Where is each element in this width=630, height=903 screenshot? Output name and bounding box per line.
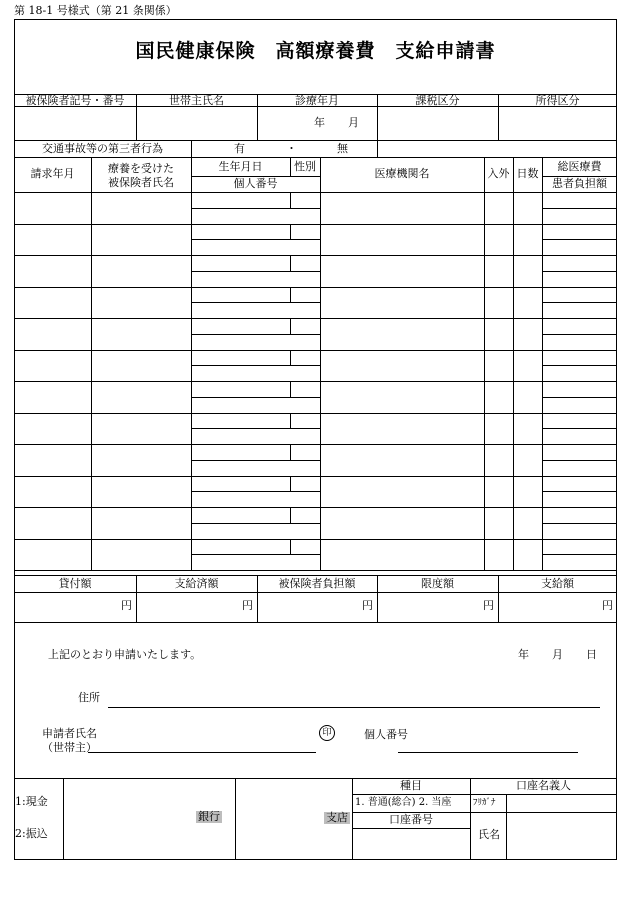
account-type-options[interactable]: 1. 普通(総合) 2. 当座 (355, 797, 452, 808)
personal-number-underline (398, 752, 578, 753)
third-party-divider (191, 140, 192, 157)
claim-row-mid-left (191, 271, 320, 272)
account-holder-label: 口座名義人 (516, 779, 571, 792)
payment-label: 支給額 (541, 577, 574, 590)
bank-divider-2 (235, 778, 236, 860)
claim-row-divider (14, 507, 617, 508)
claim-month-header: 請求年月 (30, 167, 75, 180)
holder-name-label: 氏名 (478, 828, 500, 841)
table-col-6 (542, 157, 543, 570)
claim-row-mid-left (191, 523, 320, 524)
claim-row-mid-right (542, 239, 617, 240)
claim-row-sex-divider (290, 224, 291, 240)
sex-header: 性別 (294, 160, 316, 173)
applicant-name-label: 申請者氏名 (42, 727, 97, 740)
table-col-3 (320, 157, 321, 570)
insured-burden-label: 被保険者負担額 (278, 577, 356, 590)
claim-row-mid-left (191, 208, 320, 209)
claim-row-sex-divider (290, 192, 291, 208)
claim-row-sex-divider (290, 350, 291, 366)
claim-row-mid-left (191, 302, 320, 303)
applicant-personal-number-label: 個人番号 (364, 728, 408, 741)
declaration-day: 日 (586, 648, 597, 661)
patient-share-header: 患者負担額 (552, 177, 607, 190)
claim-row-sex-divider (290, 287, 291, 303)
claim-row-divider (14, 287, 617, 288)
account-number-label: 口座番号 (389, 813, 433, 826)
tax-category-label: 課税区分 (415, 94, 460, 107)
patient-header-line1: 療養を受けた (108, 162, 174, 175)
claim-row-mid-right (542, 271, 617, 272)
claim-row-sex-divider (290, 539, 291, 555)
branch-suffix: 支店 (326, 811, 348, 824)
form-title: 国民健康保険 高額療養費 支給申請書 (135, 40, 496, 62)
treatment-month-label: 診療年月 (295, 94, 339, 107)
seal-mark: 印 (319, 725, 335, 741)
claim-row-divider (14, 350, 617, 351)
claim-row-mid-right (542, 365, 617, 366)
claim-row-sex-divider (290, 381, 291, 397)
claim-row-mid-left (191, 334, 320, 335)
claim-row-mid-left (191, 428, 320, 429)
rule-third-party (14, 157, 617, 158)
address-underline (108, 707, 600, 708)
claim-row-mid-left (191, 554, 320, 555)
personal-number-header: 個人番号 (233, 177, 278, 190)
days-header: 日数 (516, 167, 539, 180)
declaration-year: 年 (518, 648, 529, 661)
claim-row-mid-right (542, 302, 617, 303)
payment-yen: 円 (602, 599, 613, 612)
limit-yen: 円 (483, 599, 494, 612)
rule-table-bottom-1 (14, 570, 617, 571)
third-party-label: 交通事故等の第三者行為 (42, 142, 163, 155)
rule-totals-labels (14, 592, 617, 593)
patient-header-line2: 被保険者氏名 (108, 176, 174, 189)
claim-row-sex-divider (290, 444, 291, 460)
rule-totals-values (14, 622, 617, 623)
rule-bank-type (352, 794, 617, 795)
claim-row-sex-divider (290, 476, 291, 492)
claim-row-sex-divider (290, 318, 291, 334)
claim-row-divider (14, 224, 617, 225)
third-party-no[interactable]: 無 (337, 142, 348, 155)
claim-row-sex-divider (290, 255, 291, 271)
claim-row-mid-right (542, 208, 617, 209)
declaration-statement: 上記のとおり申請いたします。 (48, 648, 202, 661)
address-label: 住所 (78, 691, 100, 704)
paid-label: 支給済額 (174, 577, 219, 590)
applicant-underline (88, 752, 316, 753)
claim-row-mid-left (191, 460, 320, 461)
table-col-5 (513, 157, 514, 570)
loan-yen: 円 (121, 599, 132, 612)
claim-row-mid-right (542, 554, 617, 555)
claim-row-divider (14, 413, 617, 414)
cash-option[interactable]: 1:現金 (15, 795, 48, 808)
insured-burden-yen: 円 (362, 599, 373, 612)
table-col-2 (191, 157, 192, 570)
limit-label: 限度額 (421, 577, 454, 590)
in-out-header: 入外 (487, 167, 510, 180)
bank-divider-5 (506, 794, 507, 860)
treatment-month-unit: 月 (348, 116, 359, 129)
transfer-option[interactable]: 2:振込 (15, 827, 48, 840)
table-col-1 (91, 157, 92, 570)
claim-row-mid-right (542, 491, 617, 492)
claim-row-mid-left (191, 365, 320, 366)
loan-label: 貸付額 (58, 577, 92, 590)
householder-name-label: 世帯主氏名 (169, 94, 224, 107)
total-cost-header: 総医療費 (557, 160, 602, 173)
claim-row-divider (14, 381, 617, 382)
treatment-year-unit: 年 (314, 116, 325, 129)
rule-table-header-bottom (14, 192, 617, 193)
claim-row-mid-left (191, 397, 320, 398)
insured-number-label: 被保険者記号・番号 (25, 94, 125, 107)
claim-row-mid-left (191, 239, 320, 240)
claim-row-divider (14, 318, 617, 319)
bank-divider-1 (63, 778, 64, 860)
claim-row-mid-left (191, 491, 320, 492)
claim-row-divider (14, 539, 617, 540)
rule-header-values (14, 140, 617, 141)
rule-table-bottom-2 (14, 575, 617, 576)
bank-suffix: 銀行 (198, 810, 220, 823)
income-category-label: 所得区分 (535, 94, 580, 107)
paid-yen: 円 (242, 599, 253, 612)
furigana-label: ﾌﾘｶﾞﾅ (473, 798, 496, 808)
claim-row-mid-right (542, 523, 617, 524)
claim-row-mid-right (542, 397, 617, 398)
table-col-4 (484, 157, 485, 570)
claim-row-sex-divider (290, 413, 291, 429)
claim-row-mid-right (542, 334, 617, 335)
claim-row-divider (14, 255, 617, 256)
claim-row-mid-right (542, 460, 617, 461)
third-party-dot: ・ (286, 142, 297, 155)
claim-row-divider (14, 476, 617, 477)
householder-label: （世帯主） (42, 741, 97, 754)
third-party-yes[interactable]: 有 (234, 142, 245, 155)
rule-bank-number-label (352, 828, 470, 829)
institution-header: 医療機関名 (374, 167, 430, 180)
claim-row-mid-right (542, 428, 617, 429)
account-type-label: 種目 (400, 779, 422, 792)
form-number: 第 18-1 号様式（第 21 条関係） (14, 4, 177, 17)
birth-date-header: 生年月日 (218, 160, 263, 173)
claim-row-divider (14, 444, 617, 445)
claim-row-sex-divider (290, 507, 291, 523)
declaration-month: 月 (552, 648, 563, 661)
